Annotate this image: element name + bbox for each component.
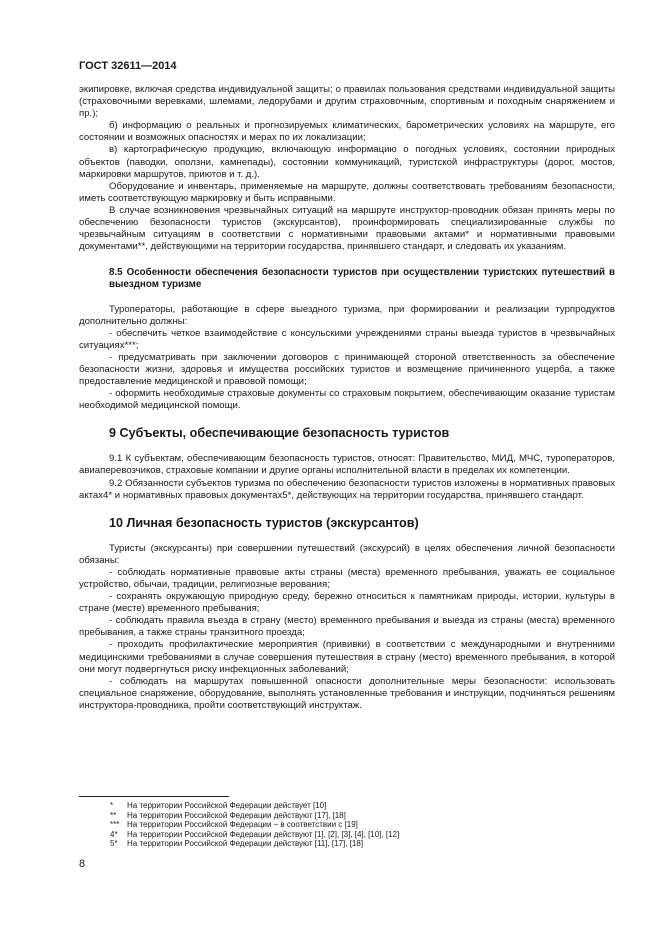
chapter-heading: 9 Субъекты, обеспечивающие безопасность туристов [109, 426, 450, 441]
footnote-text: На территории Российской Федерации действуют [17], [18] [127, 810, 346, 820]
footnote-mark: 4* [110, 829, 118, 839]
paragraph: Оборудование и инвентарь, применяемые на маршруте, должны соответствовать требованиям безопасности, иметь соответствующую маркировку и быть исправными. [79, 180, 615, 204]
paragraph: - оформить необходимые страховые документы со страховым покрытием, обеспечивающим оказание туристам необходимой медицинской помощи. [79, 388, 615, 412]
footnote-text: На территории Российской Федерации действуют [11], [17], [18] [127, 839, 364, 849]
paragraph: б) информацию о реальных и прогнозируемых климатических, барометрических условиях на маршруте, его состоянии и возможных опасностях и мерах по их локализации; [79, 120, 615, 144]
footnote-mark: 5* [110, 839, 118, 849]
footnote [110, 811, 399, 821]
document-header: ГОСТ 32611—2014 [79, 60, 177, 72]
footnote-text: На территории Российской Федерации – в соответствии с [19] [127, 820, 358, 830]
paragraph: - соблюдать на маршрутах повышенной опасности дополнительные меры безопасности: использовать специальное снаряжение, оборудование, выполнять установленные требования и инструкции, подчиняться решениям инструктора-проводника, пройти соответствующий инструктаж. [79, 675, 615, 711]
section-heading: 8.5 Особенности обеспечения безопасности туристов при осуществлении туристских путешествий в выездном туризме [109, 267, 615, 291]
paragraph: Туристы (экскурсанты) при совершении путешествий (экскурсий) в целях обеспечения личной безопасности обязаны: [79, 542, 615, 566]
footnote-text: На территории Российской Федерации действует [10] [127, 801, 327, 810]
page-number: 8 [79, 858, 86, 870]
footnote [110, 801, 399, 811]
chapter-heading: 10 Личная безопасность туристов (экскурсантов) [109, 515, 419, 530]
paragraph: - сохранять окружающую природную среду, бережно относиться к памятникам природы, истории, культуры в стране (месте) временного пребывания; [79, 591, 615, 615]
paragraph: 9.2 Обязанности субъектов туризма по обеспечению безопасности туристов изложены в нормативных правовых актах4* и нормативных правовых документах5*, действующих на территории государства, принявшего стандарт. [79, 477, 615, 501]
paragraph: 9.1 К субъектам, обеспечивающим безопасность туристов, относят: Правительство, МИД, МЧС, туроператоров, авиаперевозчиков, страховые компании и другие органы исполнительной власти в пределах их компетенции. [79, 453, 615, 477]
footnote-mark: *** [110, 820, 120, 830]
footnote [110, 839, 399, 849]
footnote-text: На территории Российской Федерации действуют [1], [2], [3], [4], [10], [12] [127, 829, 400, 839]
paragraph: экипировке, включая средства индивидуальной защиты; о правилах пользования средствами индивидуальной защиты (страховочными веревками, шлемами, ледорубами и другим страховочным, спортивным и походным снаряжением и пр.); [79, 84, 615, 120]
paragraph: - предусматривать при заключении договоров с принимающей стороной ответственность за обеспечение безопасности жизни, здоровья и имущества российских туристов и возмещение причиненного ущерба, а также предоставление медицинской и правовой помощи; [79, 351, 615, 388]
paragraph: - соблюдать правила въезда в страну (место) временного пребывания и выезда из страны (места) временного пребывания, а также страны транзитного проезда; [79, 615, 615, 639]
footnote [110, 820, 399, 830]
paragraph: - соблюдать нормативные правовые акты страны (места) временного пребывания, уважать ее социальное устройство, обычаи, традиции, религиозные верования; [79, 566, 615, 590]
footnote-separator [79, 796, 229, 797]
paragraph: - проходить профилактические мероприятия (прививки) в соответствии с международными и внутренними медицинскими требованиями в случае совершения путешествия в страну (место) временного пребывания, в которой они могут подвергнуться риску инфекционных заболеваний; [79, 639, 615, 675]
document-body [79, 84, 615, 712]
paragraph: в) картографическую продукцию, включающую информацию о погодных условиях, состоянии природных объектов (паводки, оползни, камнепады), состоянии коммуникаций, туристской инфраструктуры (дорог, мостов, маркировки маршрутов, приютов и т. д.). [79, 144, 615, 180]
paragraph: Туроператоры, работающие в сфере выездного туризма, при формировании и реализации турпродуктов дополнительно должны: [79, 303, 615, 327]
footnote [110, 830, 399, 840]
paragraph: В случае возникновения чрезвычайных ситуаций на маршруте инструктор-проводник обязан принять меры по обеспечению безопасности туристов (экскурсантов), проинформировать специализированные службы по чрезвычайным ситуациям в соответствии с нормативными правовыми актами* и нормативными правовыми документами**, действующими на территории государства, принявшего стандарт, и следовать их указаниям. [79, 204, 615, 253]
paragraph: - обеспечить четкое взаимодействие с консульскими учреждениями страны выезда туристов в чрезвычайных ситуациях***; [79, 327, 615, 351]
footnote-mark: ** [110, 810, 117, 820]
footnote-mark: * [110, 801, 114, 810]
footnotes [110, 801, 399, 849]
